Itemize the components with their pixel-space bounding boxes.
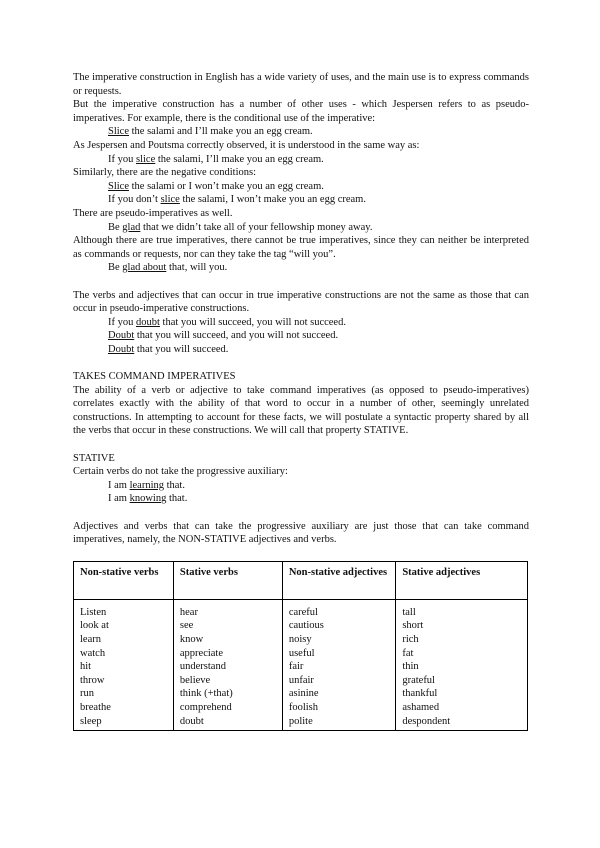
paragraph-progressive: Certain verbs do not take the progressive auxiliary: [73,466,288,478]
table-cell: thankful [402,688,438,700]
table-cell: appreciate [179,647,224,659]
example-sentence: Doubt that you will succeed. [108,343,229,355]
column-stative-adjectives [396,599,528,730]
section-heading: STATIVE [73,452,115,464]
table-cell: asinine [288,688,319,700]
paragraph-negative: Similarly, there are the negative conditions: [73,167,257,179]
table-cell: foolish [288,701,318,713]
table-cell: cautious [288,620,324,632]
table-cell: polite [288,715,313,727]
example-sentence: Be glad that we didn’t take all of your fellowship money away. [108,221,373,233]
table-cell: ashamed [402,701,440,713]
example-sentence: If you doubt that you will succeed, you will not succeed. [108,316,346,328]
paragraph-true-imperatives: Although there are true imperatives, there cannot be true imperatives, since they can neither be interpreted as commands or requests, nor can they take the tag “will you”. [73,235,529,260]
section-heading: TAKES COMMAND IMPERATIVES [73,371,236,383]
table-cell: watch [80,647,106,659]
table-cell: useful [288,647,315,659]
column-non-stative-verbs [74,599,174,730]
table-cell: despondent [402,715,451,727]
paragraph-verbs-adjectives: The verbs and adjectives that can occur in true imperative constructions are not the same as those that can occur in pseudo-imperative constructions. [73,289,529,315]
table-cell: see [179,620,194,632]
table-cell: sleep [80,715,102,727]
header-stative-adjectives: Stative adjectives [396,561,528,599]
example-sentence: I am knowing that. [108,493,188,505]
example-sentence: If you slice the salami, I’ll make you an egg cream. [108,153,324,165]
table-cell: thin [402,661,419,673]
table-cell: understand [179,661,226,673]
table-cell: breathe [80,701,111,713]
table-cell: throw [80,674,105,686]
table-cell: think (+that) [179,688,233,700]
table-cell: learn [80,633,101,645]
table-cell: believe [179,674,211,686]
paragraph-pseudo: There are pseudo-imperatives as well. [73,207,233,219]
header-stative-verbs: Stative verbs [173,561,282,599]
table-cell: hit [80,661,92,673]
table-cell: comprehend [179,701,232,713]
table-cell: hear [179,606,198,618]
table-cell: rich [402,633,419,645]
table-cell: grateful [402,674,435,686]
column-non-stative-adjectives [282,599,396,730]
table-cell: unfair [288,674,314,686]
paragraph-jespersen: As Jespersen and Poutsma correctly observed, it is understood in the same way as: [73,139,420,151]
table-cell: run [80,688,94,700]
table-cell: fat [402,647,414,659]
table-cell: doubt [179,715,204,727]
table-cell: short [402,620,424,632]
example-sentence: I am learning that. [108,479,185,491]
example-sentence: If you don’t slice the salami, I won’t make you an egg cream. [108,194,366,206]
example-sentence: Slice the salami and I’ll make you an egg cream. [108,126,313,138]
table-cell: noisy [288,633,312,645]
table-cell: careful [288,606,318,618]
table-cell: tall [402,606,416,618]
document-page [73,71,529,731]
paragraph-non-stative: Adjectives and verbs that can take the progressive auxiliary are just those that can take command imperatives, namely, the NON-STATIVE adjectives and verbs. [73,520,529,546]
stative-table [73,561,528,731]
table-cell: look at [80,620,109,632]
example-sentence: Be glad about that, will you. [108,262,228,274]
paragraph-intro: The imperative construction in English has a wide variety of uses, and the main use is to express commands or requests. [73,72,529,97]
column-stative-verbs [173,599,282,730]
header-non-stative-verbs: Non-stative verbs [74,561,174,599]
example-sentence: Doubt that you will succeed, and you will not succeed. [108,330,339,342]
example-sentence: Slice the salami or I won’t make you an egg cream. [108,180,324,192]
paragraph-command-imperatives: The ability of a verb or adjective to take command imperatives (as opposed to pseudo-imperatives) correlates exactly with the ability of that word to occur in a number of other, seemingly unrelated constructions. In attempting to account for these facts, we will postulate a syntactic property shared by all the verbs that occur in these constructions. We will call that property STATIVE. [73,384,529,437]
table-cell: know [179,633,204,645]
header-non-stative-adjectives: Non-stative adjectives [282,561,396,599]
table-cell: Listen [80,606,107,618]
paragraph-pseudo-imperatives: But the imperative construction has a number of other uses - which Jespersen refers to as pseudo-imperatives. For example, there is the conditional use of the imperative: [73,99,529,124]
table-cell: fair [288,661,304,673]
